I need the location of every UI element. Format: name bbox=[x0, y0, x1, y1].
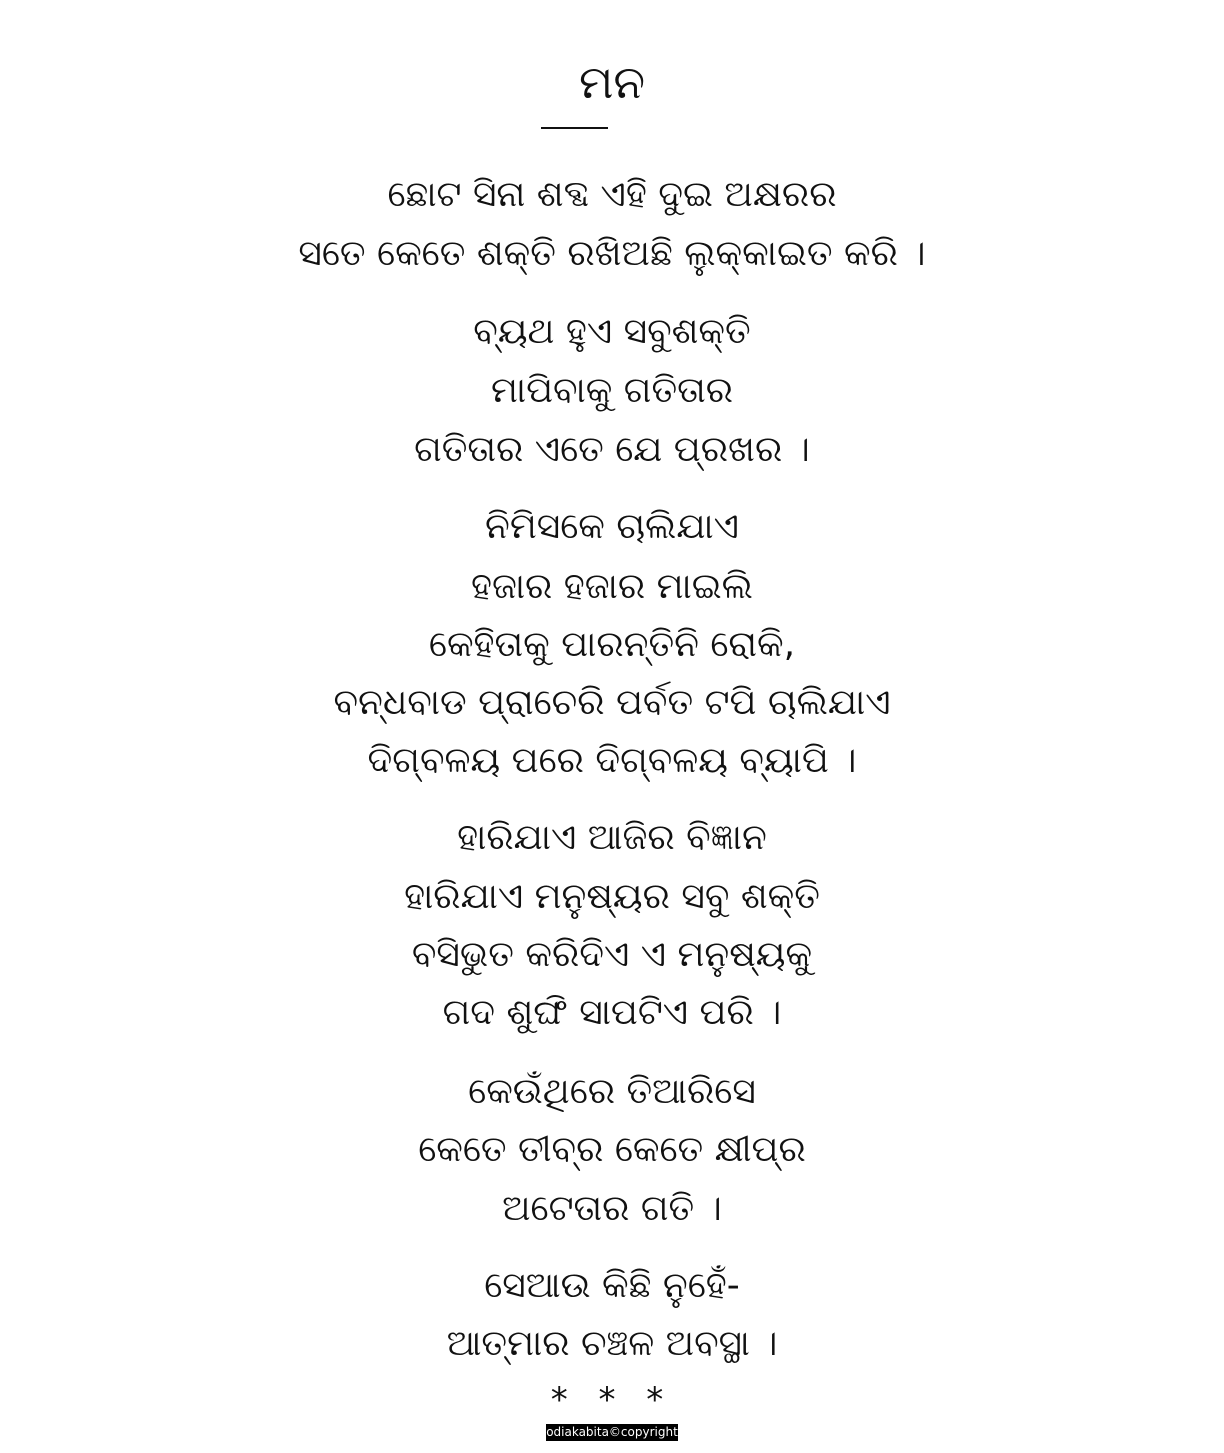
title-underline bbox=[541, 127, 608, 129]
poem-line: ନିମିସକେ ଚାଲିଯାଏ bbox=[485, 506, 739, 547]
copyright-label: odiakabita©copyright bbox=[546, 1425, 678, 1439]
poem-line: ଆତ୍ମାର ଚଞ୍ଚଳ ଅବସ୍ଥା । bbox=[446, 1323, 778, 1364]
poem-line: କେତେ ତୀବ୍ର କେତେ କ୍ଷୀପ୍ର bbox=[418, 1129, 806, 1170]
poem-line: ଦିଗ୍‌ବଳୟ ପରେ ଦିଗ୍‌ବଳୟ ବ୍ୟାପି । bbox=[367, 740, 857, 781]
end-ornament: * * * bbox=[550, 1380, 674, 1420]
poem-line: ବସିଭୁତ କରିଦିଏ ଏ ମନୁଷ୍ୟକୁ bbox=[411, 934, 813, 975]
poem-title: ମନ bbox=[578, 55, 646, 109]
poem-line: ସତେ କେତେ ଶକ୍ତି ରଖିଅଛି ଲୁକ୍‌କାଇତ କରି । bbox=[298, 233, 926, 274]
poem-line: ସେଆଉ କିଛି ନୁହେଁ- bbox=[484, 1265, 740, 1306]
poem-line: ଗଦ ଶୁଙ୍ଘି ସାପଟିଏ ପରି । bbox=[442, 992, 782, 1033]
poem-line: ହାରିଯାଏ ମନୁଷ୍ୟର ସବୁ ଶକ୍ତି bbox=[404, 876, 820, 917]
poem-line: ଗତିତାର ଏତେ ଯେ ପ୍ରଖର । bbox=[414, 429, 810, 470]
poem-line: କେହିତାକୁ ପାରନ୍ତିନି ରୋକି, bbox=[428, 624, 796, 665]
poem-line: ଅଟେତାର ଗତି । bbox=[502, 1188, 722, 1229]
poem-line: କେଉଁଥିରେ ତିଆରିସେ bbox=[468, 1071, 756, 1112]
poem-line: ବ୍ୟଥ ହୁଏ ସବୁଶକ୍ତି bbox=[473, 311, 751, 352]
poem-line: ଛୋଟ ସିନା ଶବ୍ଦ ଏହି ଦୁଇ ଅକ୍ଷରର bbox=[387, 174, 837, 215]
poem-line: ହଜାର ହଜାର ମାଇଲି bbox=[470, 566, 753, 607]
poem-line: ହାରିଯାଏ ଆଜିର ବିଜ୍ଞାନ bbox=[457, 817, 767, 858]
poem-line: ମାପିବାକୁ ଗତିତାର bbox=[490, 370, 734, 411]
poem-line: ବନ୍ଧବାଡ ପ୍ରାଚେରି ପର୍ବତ ଟପି ଚାଲିଯାଏ bbox=[333, 682, 891, 723]
